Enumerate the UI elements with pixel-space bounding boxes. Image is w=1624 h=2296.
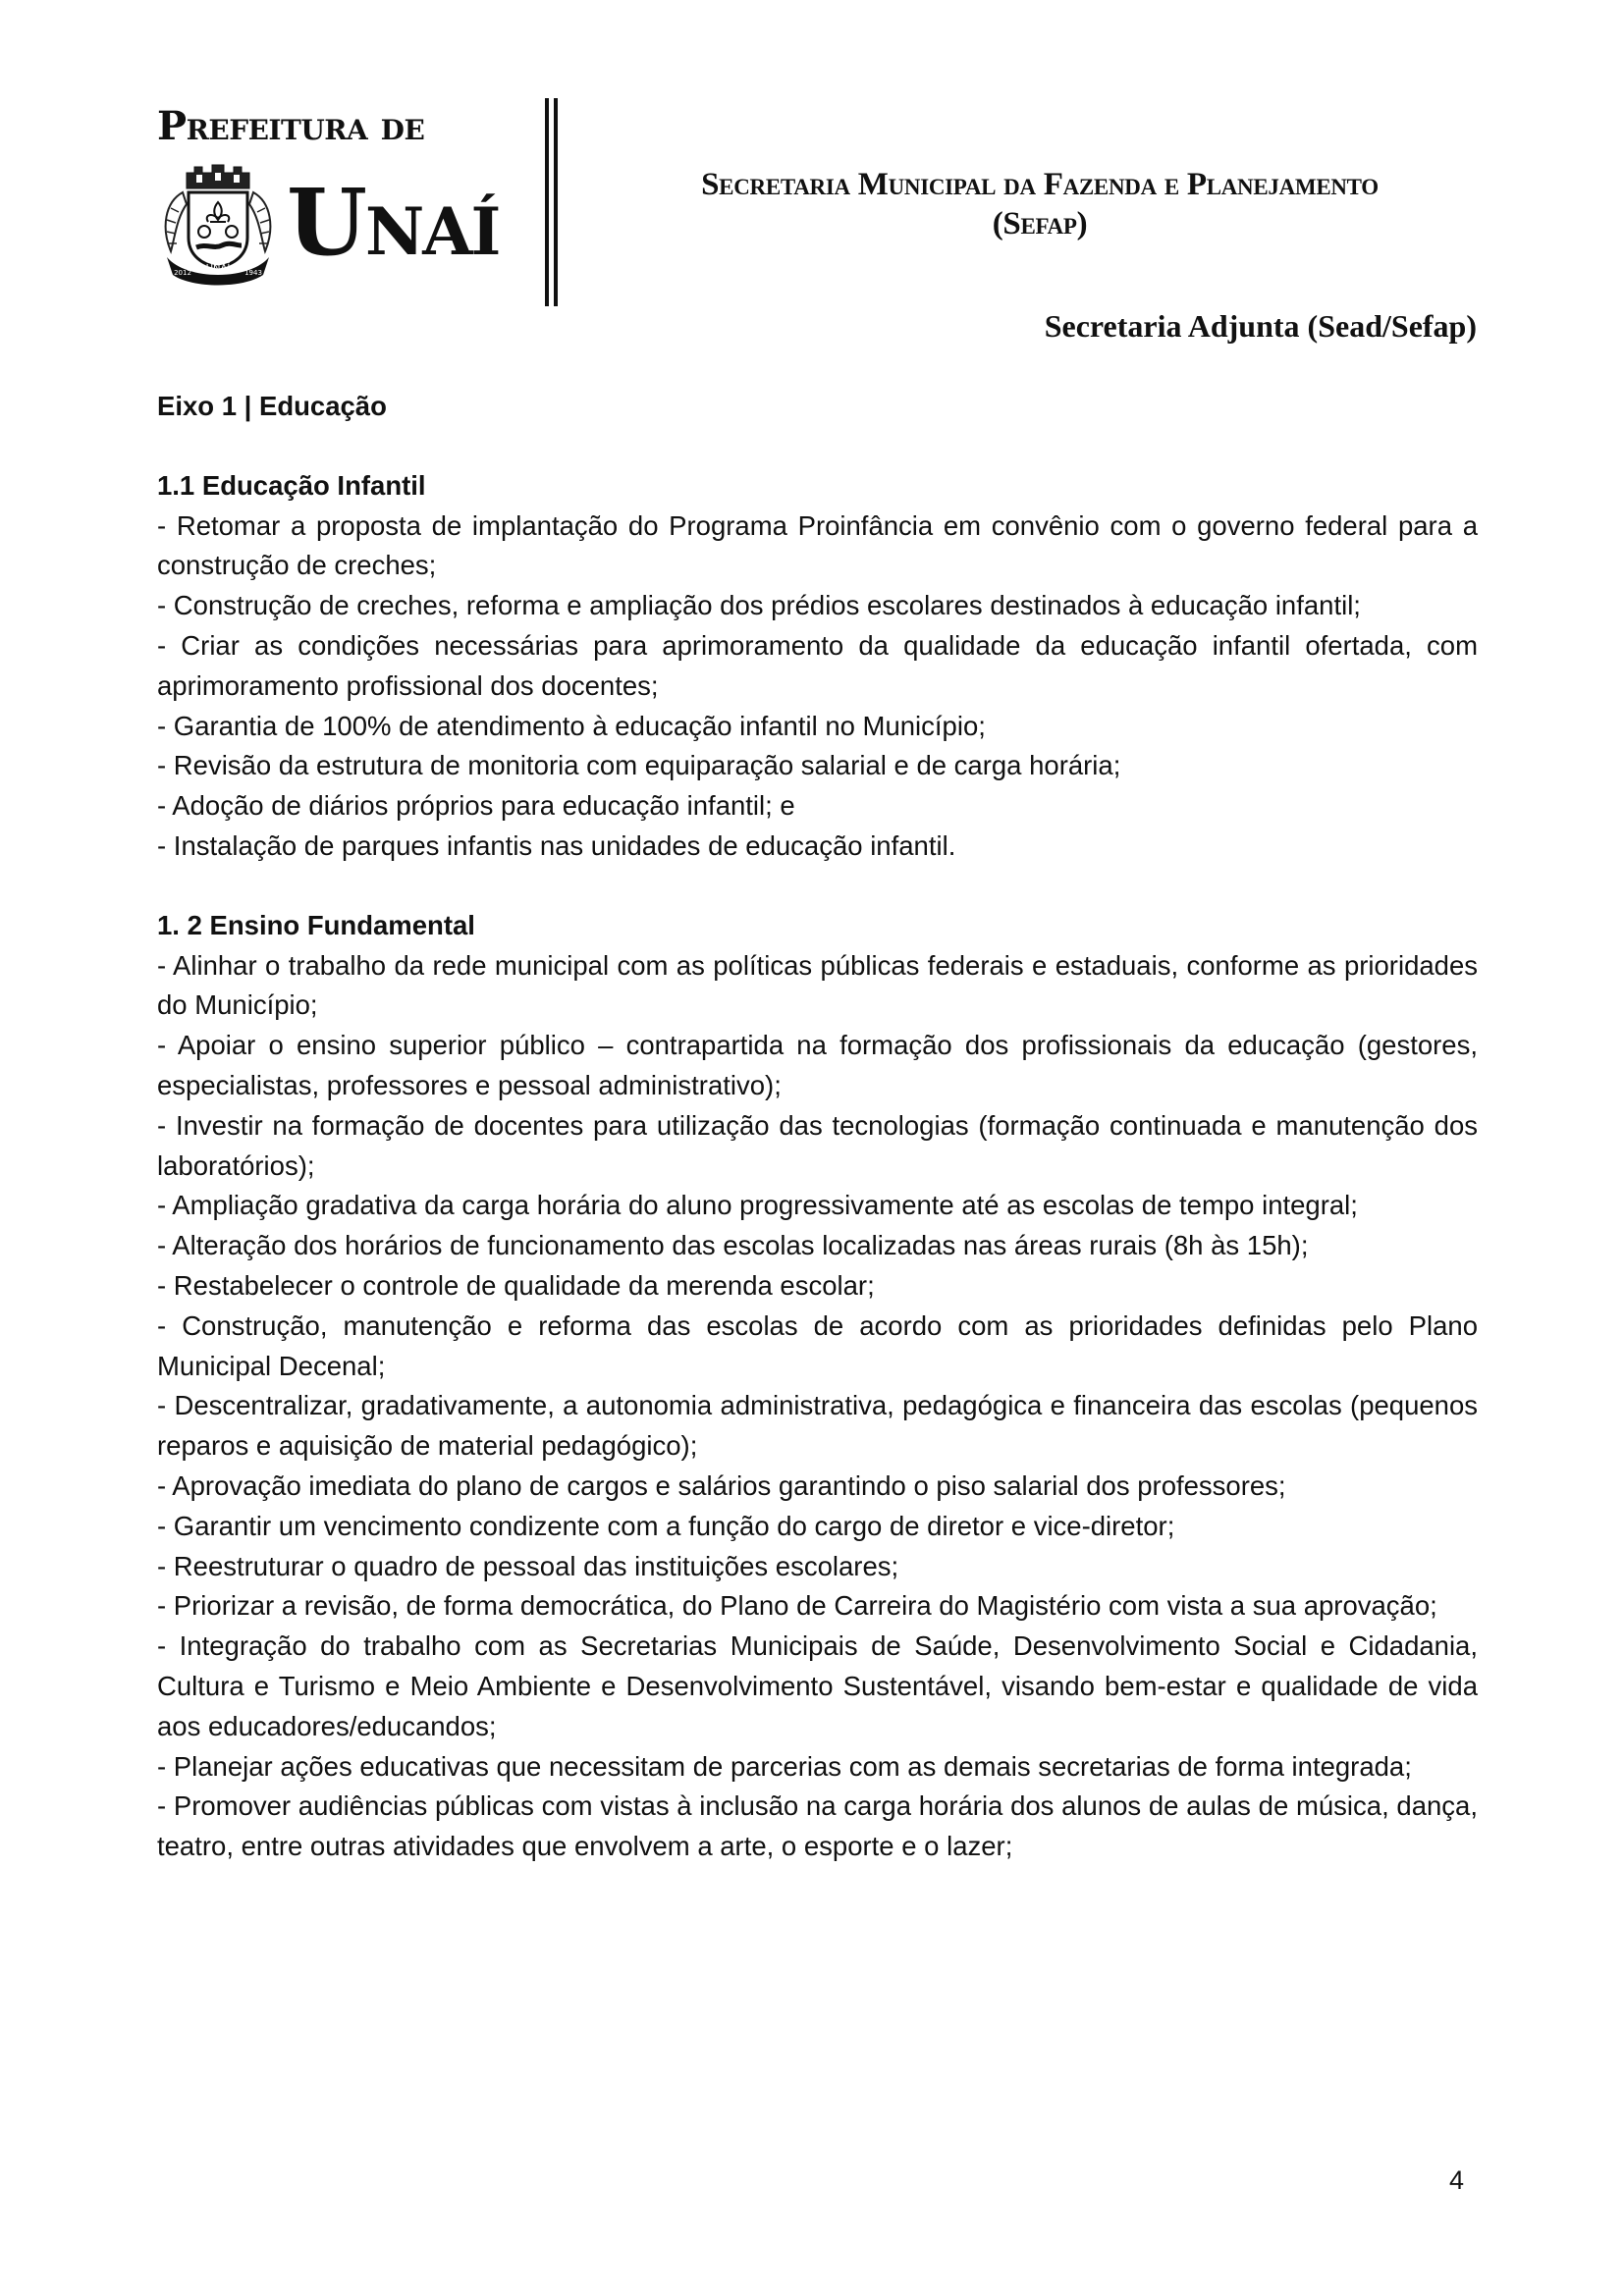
list-item: - Garantia de 100% de atendimento à educação infantil no Município; <box>157 710 986 741</box>
list-item: - Instalação de parques infantis nas unidades de educação infantil. <box>157 829 956 861</box>
secretaria-acronym: (Sefap) <box>992 206 1088 241</box>
secretaria-title <box>628 165 1451 243</box>
list-item: - Adoção de diários próprios para educação infantil; e <box>157 790 795 822</box>
svg-text:1943: 1943 <box>244 269 262 277</box>
section-title: 1. 2 Ensino Fundamental <box>157 909 475 940</box>
secretaria-name: Secretaria Municipal da Fazenda e Planejamento <box>701 167 1379 202</box>
list-item: - Priorizar a revisão, de forma democrática, do Plano de Carreira do Magistério com vista a sua aprovação; <box>157 1590 1437 1622</box>
svg-text:UNAÍ: UNAÍ <box>205 263 231 274</box>
svg-text:2012: 2012 <box>174 269 191 277</box>
axis-title: Eixo 1 | Educação <box>157 391 387 421</box>
list-item: - Reestruturar o quadro de pessoal das instituições escolares; <box>157 1550 899 1581</box>
list-item: - Restabelecer o controle de qualidade da merenda escolar; <box>157 1269 875 1301</box>
list-item: - Investir na formação de docentes para utilização das tecnologias (formação continuada e manutenção dos laboratórios); <box>157 1109 1478 1181</box>
municipality-logo-block <box>157 102 511 287</box>
list-item: - Apoiar o ensino superior público – contrapartida na formação dos profissionais da educação (gestores, especialistas, professores e pessoal administrativo); <box>157 1030 1478 1100</box>
list-item: - Revisão da estrutura de monitoria com equiparação salarial e de carga horária; <box>157 750 1121 781</box>
list-item: - Construção de creches, reforma e ampliação dos prédios escolares destinados à educação infantil; <box>157 590 1361 621</box>
section-title: 1.1 Educação Infantil <box>157 469 426 501</box>
list-item: - Alteração dos horários de funcionamento das escolas localizadas nas áreas rurais (8h às 15h); <box>157 1230 1309 1261</box>
city-name: Unaí <box>287 169 500 277</box>
document-body <box>157 387 1478 1867</box>
section-educacao-infantil <box>157 466 1478 867</box>
list-item: - Garantir um vencimento condizente com a função do cargo de diretor e vice-diretor; <box>157 1510 1175 1541</box>
list-item: - Construção, manutenção e reforma das escolas de acordo com as prioridades definidas pelo Plano Municipal Decenal; <box>157 1309 1478 1381</box>
list-item: - Criar as condições necessárias para aprimoramento da qualidade da educação infantil ofertada, com aprimoramento profissional dos docentes; <box>157 629 1478 701</box>
section-ensino-fundamental <box>157 906 1478 1867</box>
page-number: 4 <box>1449 2165 1465 2195</box>
header-divider <box>545 98 558 306</box>
list-item: - Promover audiências públicas com vistas à inclusão na carga horária dos alunos de aulas de música, dança, teatro, entre outras atividades que envolvem a arte, o esporte e o lazer; <box>157 1790 1478 1862</box>
coat-of-arms-icon <box>157 159 279 287</box>
list-item: - Alinhar o trabalho da rede municipal com as políticas públicas federais e estaduais, conforme as prioridades do Município; <box>157 949 1478 1021</box>
list-item: - Aprovação imediata do plano de cargos e salários garantindo o piso salarial dos professores; <box>157 1469 1286 1501</box>
list-item: - Ampliação gradativa da carga horária do aluno progressivamente até as escolas de tempo integral; <box>157 1190 1358 1221</box>
list-item: - Planejar ações educativas que necessitam de parcerias com as demais secretarias de forma integrada; <box>157 1750 1412 1782</box>
list-item: - Descentralizar, gradativamente, a autonomia administrativa, pedagógica e financeira das escolas (pequenos reparos e aquisição de material pedagógico); <box>157 1390 1478 1462</box>
list-item: - Retomar a proposta de implantação do Programa Proinfância em convênio com o governo federal para a construção de creches; <box>157 509 1478 581</box>
subsecretaria-title: Secretaria Adjunta (Sead/Sefap) <box>1044 308 1477 344</box>
list-item: - Integração do trabalho com as Secretarias Municipais de Saúde, Desenvolvimento Social e Cidadania, Cultura e Turismo e Meio Ambiente e Desenvolvimento Sustentável, visando bem-estar e qualidade de vida aos educadores/educandos; <box>157 1630 1478 1741</box>
city-row <box>157 159 511 287</box>
prefeitura-title: Prefeitura de <box>157 103 425 149</box>
